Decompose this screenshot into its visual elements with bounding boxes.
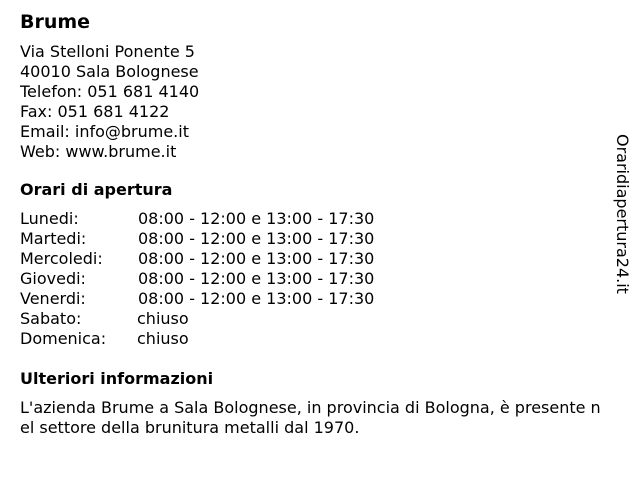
additional-info-heading: Ulteriori informazioni	[20, 369, 214, 388]
hours-row-friday	[20, 289, 610, 309]
day-label: Giovedi:	[20, 269, 86, 288]
hours-row-thursday	[20, 269, 610, 289]
hours-row-monday	[20, 209, 610, 229]
hours-row-tuesday	[20, 229, 610, 249]
day-label: Sabato:	[20, 309, 82, 328]
business-name: Brume	[20, 11, 91, 33]
hours-value: 08:00 - 12:00 e 13:00 - 17:30	[138, 229, 375, 248]
watermark-text: Oraridiapertura24.it	[613, 134, 632, 294]
hours-row-saturday	[20, 309, 610, 329]
address-city: 40010 Sala Bolognese	[20, 62, 199, 81]
additional-info-text: L'azienda Brume a Sala Bolognese, in provincia di Bologna, è presente nel settore della brunitura metalli dal 1970.	[20, 398, 601, 437]
day-label: Mercoledi:	[20, 249, 103, 268]
email-address: Email: info@brume.it	[20, 122, 189, 141]
day-label: Martedi:	[20, 229, 87, 248]
day-label: Lunedi:	[20, 209, 79, 228]
business-card	[20, 9, 610, 438]
fax-number: Fax: 051 681 4122	[20, 102, 170, 121]
website: Web: www.brume.it	[20, 142, 177, 161]
hours-value: 08:00 - 12:00 e 13:00 - 17:30	[138, 209, 375, 228]
day-label: Domenica:	[20, 329, 107, 348]
opening-hours-table	[20, 209, 610, 349]
hours-row-sunday	[20, 329, 610, 349]
hours-row-wednesday	[20, 249, 610, 269]
hours-value: 08:00 - 12:00 e 13:00 - 17:30	[138, 269, 375, 288]
opening-hours-heading: Orari di apertura	[20, 180, 173, 199]
day-label: Venerdi:	[20, 289, 86, 308]
hours-value: chiuso	[137, 329, 189, 348]
site-watermark	[613, 134, 635, 309]
hours-value: 08:00 - 12:00 e 13:00 - 17:30	[138, 249, 375, 268]
address-street: Via Stelloni Ponente 5	[20, 42, 195, 61]
phone-number: Telefon: 051 681 4140	[20, 82, 200, 101]
hours-value: chiuso	[137, 309, 189, 328]
hours-value: 08:00 - 12:00 e 13:00 - 17:30	[138, 289, 375, 308]
